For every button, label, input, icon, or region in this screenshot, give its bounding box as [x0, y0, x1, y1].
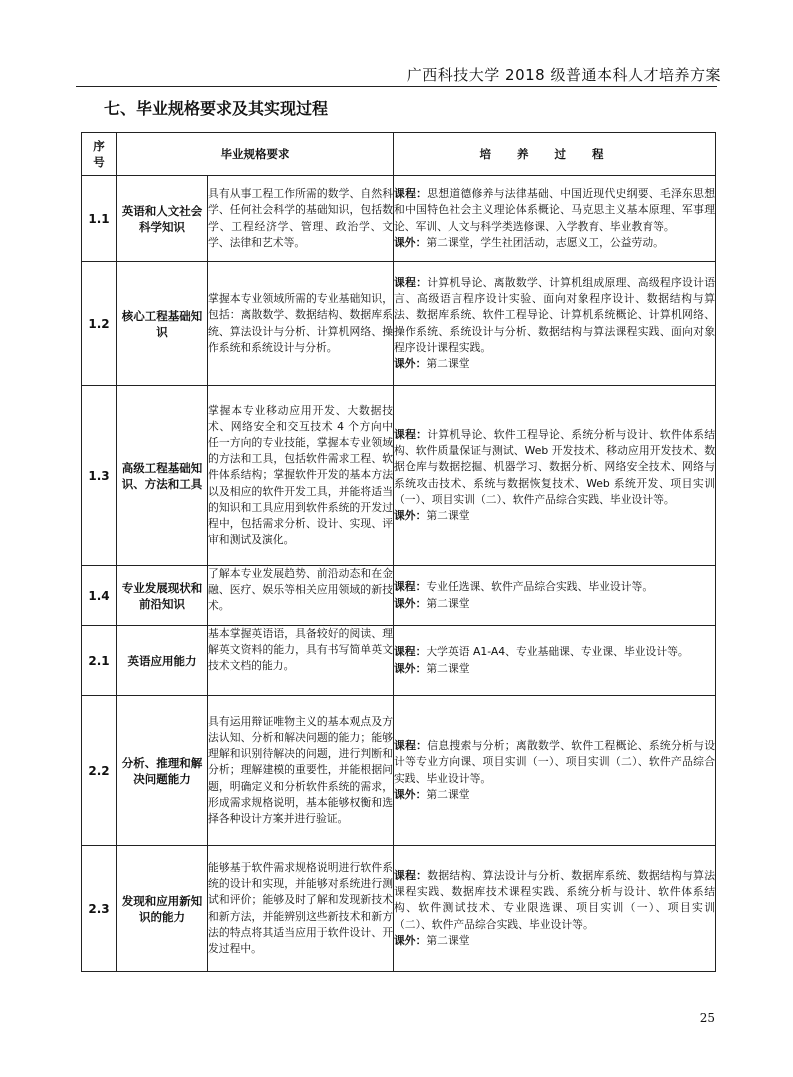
section-title: 七、毕业规格要求及其实现过程	[104, 99, 329, 118]
extracurricular-text: 第二课堂	[426, 508, 470, 522]
requirement-description: 具有从事工程工作所需的数学、自然科学、任何社会科学的基础知识，包括数学、工程经济学、管理、政治学、文学、法律和艺术等。	[208, 176, 394, 262]
courses-label: 课程：	[394, 580, 427, 594]
extracurricular-text: 第二课堂	[426, 933, 470, 947]
training-process	[394, 176, 716, 262]
courses-label: 课程：	[394, 739, 428, 753]
header-serial-number-label: 序 号	[93, 139, 105, 169]
training-process	[394, 566, 716, 626]
extracurricular-label: 课外：	[394, 787, 427, 801]
header-process-label: 培养过程	[479, 147, 630, 161]
row-number: 2.1	[82, 626, 117, 696]
requirement-name: 发现和应用新知识的能力	[117, 846, 208, 972]
extracurricular-text: 第二课堂，学生社团活动，志愿义工，公益劳动。	[426, 235, 664, 249]
page-number: 25	[699, 1011, 715, 1025]
requirement-description: 了解本专业发展趋势、前沿动态和在金融、医疗、娱乐等相关应用领域的新技术。	[208, 566, 394, 626]
requirement-name: 英语和人文社会科学知识	[117, 176, 208, 262]
row-number: 1.3	[82, 386, 117, 566]
extracurricular-label: 课外：	[394, 933, 427, 947]
courses-label: 课程：	[394, 427, 428, 441]
training-process	[394, 262, 716, 386]
requirement-description: 具有运用辩证唯物主义的基本观点及方法认知、分析和解决问题的能力；能够理解和识别待解决的问题，进行判断和分析；理解建模的重要性，并能根据问题，明确定义和分析软件系统的需求，形成需求规格说明，基本能够权衡和选择各种设计方案并进行验证。	[208, 696, 394, 846]
row-number: 2.2	[82, 696, 117, 846]
requirement-name: 核心工程基础知识	[117, 262, 208, 386]
document-header-title: 广西科技大学 2018 级普通本科人才培养方案	[406, 66, 721, 84]
header-serial-number	[82, 133, 117, 176]
extracurricular-label: 课外：	[394, 508, 427, 522]
row-number: 2.3	[82, 846, 117, 972]
row-number: 1.2	[82, 262, 117, 386]
extracurricular-label: 课外：	[394, 235, 427, 249]
table-row	[82, 176, 716, 262]
row-number: 1.4	[82, 566, 117, 626]
table-header-row	[82, 133, 716, 176]
table-row	[82, 566, 716, 626]
requirement-name: 分析、推理和解决问题能力	[117, 696, 208, 846]
table-row	[82, 386, 716, 566]
extracurricular-text: 第二课堂	[426, 787, 470, 801]
table-row	[82, 696, 716, 846]
requirement-description: 掌握本专业移动应用开发、大数据技术、网络安全和交互技术 4 个方向中任一方向的专业技能，掌握本专业领域的方法和工具，包括软件需求工程、软件体系结构；掌握软件开发的基本方法以及相应的软件开发工具，并能将适当的知识和工具应用到软件系统的开发过程中，包括需求分析、设计、实现、评审和测试及演化。	[208, 386, 394, 566]
courses-text: 计算机导论、软件工程导论、系统分析与设计、软件体系结构、软件质量保证与测试、Web 开发技术、移动应用开发技术、数据仓库与数据挖掘、机器学习、数据分析、网络安全技术、网络与系统攻击技术、系统与数据恢复技术、Web 系统开发、项目实训（一）、项目实训（二）、软件产品综合实践、毕业设计等。	[394, 427, 716, 506]
courses-text: 大学英语 A1-A4、专业基础课、专业课、毕业设计等。	[426, 645, 689, 659]
requirement-name: 英语应用能力	[117, 626, 208, 696]
requirement-name: 专业发展现状和前沿知识	[117, 566, 208, 626]
extracurricular-text: 第二课堂	[426, 596, 470, 610]
requirement-description: 掌握本专业领域所需的专业基础知识，包括：离散数学、数据结构、数据库系统、算法设计与分析、计算机网络、操作系统和系统设计与分析。	[208, 262, 394, 386]
courses-label: 课程：	[394, 868, 428, 882]
courses-label: 课程：	[394, 275, 428, 289]
extracurricular-label: 课外：	[394, 356, 427, 370]
courses-text: 计算机导论、离散数学、计算机组成原理、高级程序设计语言、高级语言程序设计实验、面向对象程序设计、数据结构与算法、数据库系统、软件工程导论、计算机系统概论、计算机网络、操作系统、系统设计与分析、数据结构与算法课程实践、面向对象程序设计课程实践。	[394, 275, 716, 354]
courses-text: 专业任选课、软件产品综合实践、毕业设计等。	[426, 580, 654, 594]
extracurricular-text: 第二课堂	[426, 356, 470, 370]
training-process	[394, 846, 716, 972]
training-process	[394, 386, 716, 566]
requirement-description: 基本掌握英语语，具备较好的阅读、理解英文资料的能力，具有书写简单英文技术文档的能力。	[208, 626, 394, 696]
requirement-name: 高级工程基础知识、方法和工具	[117, 386, 208, 566]
training-process	[394, 626, 716, 696]
training-process	[394, 696, 716, 846]
courses-label: 课程：	[394, 645, 427, 659]
extracurricular-label: 课外：	[394, 596, 427, 610]
table-row	[82, 626, 716, 696]
header-requirement: 毕业规格要求	[117, 133, 394, 176]
courses-label: 课程：	[394, 187, 428, 201]
table-row	[82, 846, 716, 972]
courses-text: 信息搜索与分析；离散数学、软件工程概论、系统分析与设计等专业方向课、项目实训（一）、项目实训（二）、软件产品综合实践、毕业设计等。	[394, 739, 716, 785]
header-divider	[76, 86, 717, 87]
row-number: 1.1	[82, 176, 117, 262]
requirement-description: 能够基于软件需求规格说明进行软件系统的设计和实现，并能够对系统进行测试和评价；能够及时了解和发现新技术和新方法，并能辨别这些新技术和新方法的特点将其适当应用于软件设计、开发过程中。	[208, 846, 394, 972]
table-row	[82, 262, 716, 386]
courses-text: 思想道德修养与法律基础、中国近现代史纲要、毛泽东思想和中国特色社会主义理论体系概论、马克思主义基本原理、军事理论、军训、人文与科学类选修课、入学教育、毕业教育等。	[394, 187, 716, 233]
courses-text: 数据结构、算法设计与分析、数据库系统、数据结构与算法课程实践、数据库技术课程实践、系统分析与设计、软件体系结构、软件测试技术、专业限选课、项目实训（一）、项目实训（二）、软件产品综合实践、毕业设计等。	[394, 868, 716, 931]
extracurricular-text: 第二课堂	[426, 661, 470, 675]
header-process	[394, 133, 716, 176]
requirements-table	[81, 132, 716, 972]
extracurricular-label: 课外：	[394, 661, 427, 675]
